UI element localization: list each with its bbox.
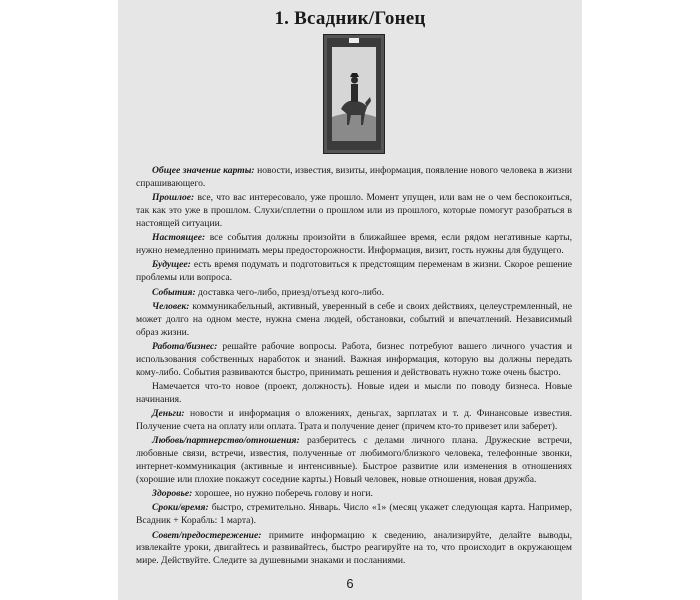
paragraph-timing <box>136 502 572 528</box>
paragraph-advice <box>136 530 572 568</box>
paragraph-text: решайте рабочие вопросы. Работа, бизнес потребуют вашего личного участия и использования собственных наработок и знаний. Важная информация, которую вы должны передать кому-либо. События развиваются быстро, принимать решения и действовать нужно тоже очень быстро. <box>136 340 572 378</box>
paragraph-text: разберитесь с делами личного плана. Дружеские встречи, любовные связи, встречи, известия, полученные от любимого/близкого человека, телефонные звонки, интернет-коммуникация (активные и интенсивные). Быстрое развитие или изменения в отношениях (хорошие или плохие покажут соседние карты.) Новый человек, новые отношения, новая дружба. <box>136 435 572 485</box>
paragraph-label: Сроки/время: <box>152 502 209 514</box>
paragraph-love <box>136 435 572 486</box>
paragraph-events <box>136 287 572 300</box>
paragraph-text: доставка чего-либо, приезд/отъезд кого-либо. <box>195 286 385 298</box>
paragraph-label: Здоровье: <box>152 488 193 500</box>
page-number: 6 <box>346 576 354 591</box>
paragraph-text: примите информацию к сведению, анализируйте, делайте выводы, извлекайте уроки, двигайтесь и развивайтесь, быстро реагируйте на то, что происходит в окружающем мире. Действуйте. Следите за душевными знаками и посланиями. <box>136 529 572 567</box>
paragraph-present <box>136 232 572 258</box>
paragraph-text: есть время подумать и подготовиться к предстоящим переменам в жизни. Скорое решение проблемы или вопроса. <box>136 259 572 284</box>
paragraph-label: Совет/предостережение: <box>152 529 262 541</box>
paragraph-past <box>136 192 572 230</box>
paragraph-work-continued <box>136 381 572 407</box>
paragraph-text: хорошее, но нужно поберечь голову и ноги. <box>192 488 373 500</box>
paragraph-general <box>136 165 572 191</box>
book-page <box>118 0 582 600</box>
paragraph-label: Прошлое: <box>152 192 195 204</box>
text-body <box>136 165 572 568</box>
paragraph-text: новости и информация о вложениях, деньгах, зарплатах и т. д. Финансовые известия. Получение счета на оплату или оплата. Трата и получение денег (причем кто-то привезет или заберет). <box>136 408 572 432</box>
paragraph-label: Будущее: <box>152 259 191 271</box>
paragraph-label: Настоящее: <box>152 232 206 244</box>
paragraph-future <box>136 259 572 285</box>
paragraph-text: новости, известия, визиты, информация, появление нового человека в жизни спрашивающего. <box>136 165 572 189</box>
paragraph-label: Любовь/партнерство/отношения: <box>152 435 300 447</box>
paragraph-label: Общее значение карты: <box>152 165 255 176</box>
paragraph-work <box>136 341 572 379</box>
paragraph-text: все, что вас интересовало, уже прошло. Момент упущен, или вам не о чем беспокоиться, так как это уже в прошлом. Слухи/сплетни о прошлом или из прошлого, которые помогут разобраться в настоящей ситуации. <box>136 192 572 229</box>
paragraph-label: Работа/бизнес: <box>152 340 218 352</box>
paragraph-health <box>136 488 572 501</box>
card-top-mark <box>349 38 359 43</box>
card-image-area <box>332 47 376 141</box>
horseman-figure <box>332 47 376 141</box>
paragraph-label: Деньги: <box>152 408 185 420</box>
card-illustration <box>323 34 385 154</box>
paragraph-label: События: <box>152 286 196 298</box>
paragraph-person <box>136 301 572 339</box>
paragraph-text: быстро, стремительно. Январь. Число «1» (месяц укажет следующая карта. Например, Всадник + Корабль: 1 марта). <box>136 502 572 527</box>
paragraph-text: все события должны произойти в ближайшее время, если рядом негативные карты, нужно немедленно принимать меры предосторожности. Информация, визит, гость нужны для будущего. <box>136 232 572 256</box>
paragraph-text: коммуникабельный, активный, уверенный в себе и своих действиях, целеустремленный, не может долго на одном месте, нужна смена людей, обстановки, событий и впечатлений. Независимый образ жизни. <box>136 300 572 338</box>
page-title: 1. Всадник/Гонец <box>274 8 426 29</box>
paragraph-text: Намечается что-то новое (проект, должность). Новые идеи и мысли по поводу бизнеса. Новые начинания. <box>136 380 572 405</box>
paragraph-label: Человек: <box>152 300 190 312</box>
paragraph-money <box>136 408 572 434</box>
